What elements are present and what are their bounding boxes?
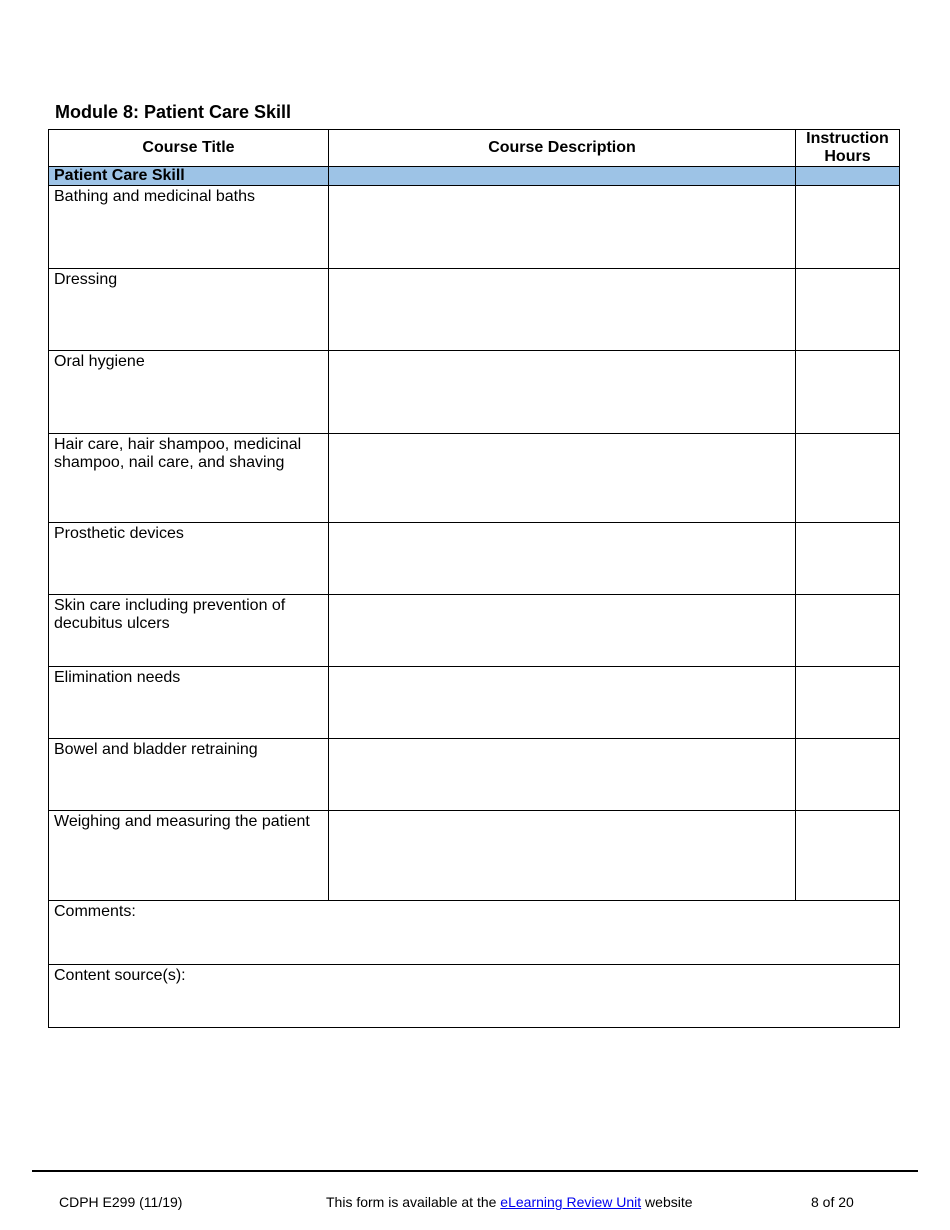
section-empty-cell [329, 167, 796, 186]
footer-form-id: CDPH E299 (11/19) [59, 1194, 183, 1210]
course-description-cell[interactable] [329, 351, 796, 434]
course-description-cell[interactable] [329, 739, 796, 811]
table-row [49, 523, 900, 595]
header-course-description: Course Description [329, 130, 796, 167]
module-title: Module 8: Patient Care Skill [55, 102, 292, 122]
course-title-cell [49, 739, 329, 811]
course-title: Skin care including prevention of decubitus ulcers [54, 597, 286, 632]
instruction-hours-cell[interactable] [796, 434, 900, 523]
course-title: Weighing and measuring the patient [54, 813, 310, 830]
comments-cell[interactable] [49, 901, 900, 965]
section-row [49, 167, 900, 186]
course-table [48, 129, 900, 1028]
course-description-cell[interactable] [329, 523, 796, 595]
table-row [49, 667, 900, 739]
course-title-cell [49, 667, 329, 739]
instruction-hours-cell[interactable] [796, 523, 900, 595]
section-label: Patient Care Skill [54, 167, 185, 184]
course-title: Bowel and bladder retraining [54, 741, 258, 758]
instruction-hours-cell[interactable] [796, 595, 900, 667]
footer-availability-prefix: This form is available at the [326, 1194, 497, 1210]
instruction-hours-cell[interactable] [796, 667, 900, 739]
table-row [49, 595, 900, 667]
table-row [49, 811, 900, 901]
course-title: Dressing [54, 271, 118, 288]
footer-page-number: 8 of 20 [811, 1194, 854, 1210]
course-title-cell [49, 351, 329, 434]
section-label-cell [49, 167, 329, 186]
course-title: Oral hygiene [54, 353, 145, 370]
comments-label: Comments: [54, 903, 136, 920]
header-course-title: Course Title [49, 130, 329, 167]
table-row [49, 434, 900, 523]
table-row [49, 739, 900, 811]
course-description-cell[interactable] [329, 269, 796, 351]
content-sources-cell[interactable] [49, 965, 900, 1028]
course-title-cell [49, 269, 329, 351]
instruction-hours-cell[interactable] [796, 269, 900, 351]
section-empty-cell [796, 167, 900, 186]
course-description-cell[interactable] [329, 595, 796, 667]
course-title: Prosthetic devices [54, 525, 184, 542]
elearning-review-unit-link[interactable]: eLearning Review Unit [500, 1194, 642, 1210]
course-title-cell [49, 595, 329, 667]
content-sources-label: Content source(s): [54, 967, 186, 984]
course-description-cell[interactable] [329, 186, 796, 269]
footer-divider [32, 1170, 918, 1172]
instruction-hours-cell[interactable] [796, 739, 900, 811]
course-title: Hair care, hair shampoo, medicinal shampoo, nail care, and shaving [54, 436, 302, 471]
content-sources-row [49, 965, 900, 1028]
comments-row [49, 901, 900, 965]
course-title: Bathing and medicinal baths [54, 188, 256, 205]
instruction-hours-cell[interactable] [796, 351, 900, 434]
header-instruction-hours: Instruction Hours [796, 130, 900, 167]
course-title-cell [49, 434, 329, 523]
course-title: Elimination needs [54, 669, 181, 686]
table-row [49, 186, 900, 269]
instruction-hours-cell[interactable] [796, 186, 900, 269]
instruction-hours-cell[interactable] [796, 811, 900, 901]
course-title-cell [49, 811, 329, 901]
table-row [49, 269, 900, 351]
course-description-cell[interactable] [329, 667, 796, 739]
header-row [49, 130, 900, 167]
course-description-cell[interactable] [329, 811, 796, 901]
course-title-cell [49, 186, 329, 269]
footer-availability [326, 1194, 693, 1210]
course-title-cell [49, 523, 329, 595]
table-row [49, 351, 900, 434]
course-description-cell[interactable] [329, 434, 796, 523]
footer-availability-suffix: website [645, 1194, 693, 1210]
